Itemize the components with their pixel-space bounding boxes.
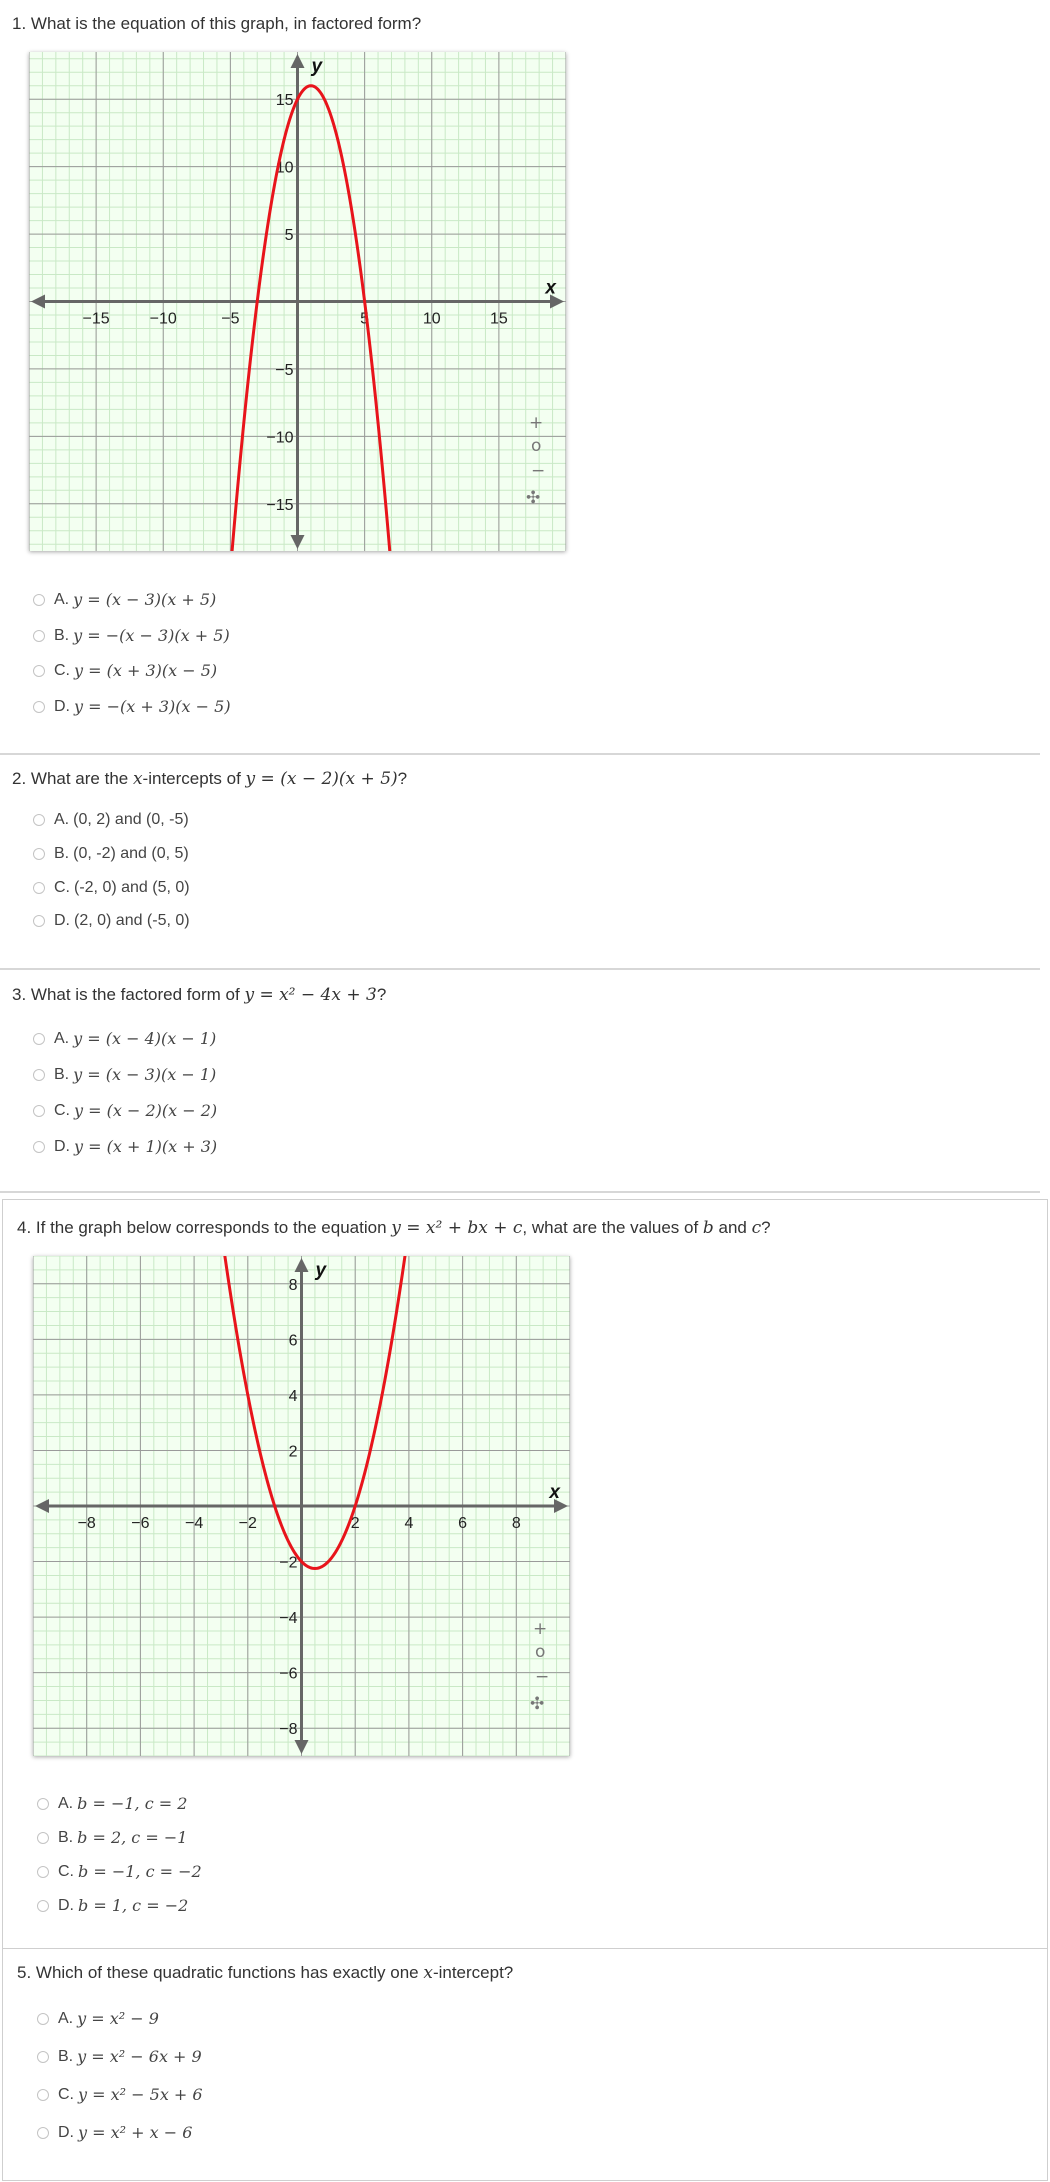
option-letter: C. [54,1101,70,1119]
option-text: (0, 2) and (0, -5) [73,811,189,828]
question-5-title: 5. Which of these quadratic functions has exactly one x-intercept? [17,1963,514,1983]
option-text: y = (x − 3)(x + 5) [73,590,217,609]
x-tick-label: 2 [350,1515,360,1532]
x-axis-arrow-left [35,1499,49,1513]
option-letter: B. [58,1828,74,1846]
q1-option-c[interactable] [33,661,217,680]
zoom-reset-icon[interactable]: o [535,1642,546,1662]
x-tick-label: 6 [458,1515,468,1532]
q4-option-a[interactable] [37,1794,187,1813]
graph-4-svg[interactable] [33,1256,570,1756]
y-tick-label: 15 [275,92,294,110]
option-letter: A. [58,2009,74,2027]
y-tick-label: −10 [266,429,294,447]
option-text: y = x² − 6x + 9 [77,2047,202,2066]
y-tick-label: −6 [279,1665,298,1683]
q4-option-c[interactable] [37,1862,202,1881]
option-letter: A. [58,1794,74,1812]
zoom-out-icon[interactable]: − [531,461,546,481]
y-axis-arrow-down [291,535,305,549]
y-axis-label: y [315,1260,327,1281]
option-letter: B. [54,845,70,862]
graph-question-1[interactable] [29,52,566,551]
option-text: y = x² + x − 6 [78,2123,193,2142]
x-tick-label: −6 [131,1515,150,1532]
x-tick-label: −5 [221,310,240,328]
y-tick-label: −8 [279,1721,298,1739]
graph-question-4[interactable] [33,1256,570,1756]
x-axis-arrow-left [31,295,45,309]
radio-button[interactable] [33,1105,45,1117]
option-text: y = (x + 3)(x − 5) [74,661,218,680]
x-tick-label: −4 [184,1515,204,1532]
q5-option-c[interactable] [37,2085,203,2104]
pan-icon[interactable]: ✣ [526,488,541,508]
y-tick-label: 4 [288,1387,298,1405]
y-axis-arrow-down [295,1740,309,1754]
option-letter: A. [54,811,70,828]
option-text: y = x² − 5x + 6 [78,2085,203,2104]
option-letter: D. [54,1137,70,1155]
radio-button[interactable] [33,882,45,894]
option-text: y = (x + 1)(x + 3) [74,1137,218,1156]
y-tick-label: 10 [275,159,294,177]
option-letter: D. [54,912,70,929]
option-letter: C. [54,879,70,896]
option-letter: B. [58,2047,74,2065]
radio-button[interactable] [37,1832,49,1844]
option-text: (-2, 0) and (5, 0) [74,879,190,896]
radio-button[interactable] [33,701,45,713]
x-tick-label: 4 [404,1515,414,1532]
y-tick-label: −5 [275,361,294,379]
option-letter: B. [54,626,70,644]
y-tick-label: 6 [288,1332,298,1350]
option-letter: D. [54,697,70,715]
question-divider [0,968,1040,970]
q5-option-b[interactable] [37,2047,202,2066]
q4-option-d[interactable] [37,1896,188,1915]
radio-button[interactable] [33,1033,45,1045]
x-tick-label: 10 [422,310,441,328]
q2-option-b[interactable] [33,845,189,863]
q2-option-d[interactable] [33,912,190,930]
q3-option-d[interactable] [33,1137,217,1156]
q2-option-c[interactable] [33,879,190,897]
q3-option-c[interactable] [33,1101,217,1120]
x-tick-label: −8 [77,1515,96,1532]
x-tick-label: −2 [238,1515,257,1532]
question-divider [0,1191,1040,1193]
q5-option-d[interactable] [37,2123,192,2142]
x-axis-label: x [549,1482,560,1503]
option-text: b = 2, c = −1 [77,1828,188,1847]
y-tick-label: 2 [288,1443,298,1461]
option-letter: B. [54,1065,70,1083]
q1-option-a[interactable] [33,590,216,609]
radio-button[interactable] [33,1069,45,1081]
question-1-title: 1. What is the equation of this graph, in factored form? [12,14,422,33]
radio-button[interactable] [37,2089,49,2101]
option-text: y = −(x − 3)(x + 5) [73,626,230,645]
y-tick-label: −15 [266,496,294,514]
radio-button[interactable] [33,848,45,860]
graph-1-svg[interactable] [29,52,566,551]
zoom-reset-icon[interactable]: o [531,436,542,456]
question-4-title: 4. If the graph below corresponds to the equation y = x² + bx + c, what are the values of b and c? [17,1218,771,1238]
radio-button[interactable] [33,594,45,606]
q1-option-d[interactable] [33,697,231,716]
zoom-in-icon[interactable]: + [533,1619,548,1639]
radio-button[interactable] [37,2051,49,2063]
x-axis-label: x [545,277,556,299]
q3-option-b[interactable] [33,1065,216,1084]
radio-button[interactable] [33,665,45,677]
option-letter: D. [58,2123,74,2141]
zoom-out-icon[interactable]: − [535,1667,550,1687]
radio-button[interactable] [33,630,45,642]
radio-button[interactable] [37,1866,49,1878]
question-3-title: 3. What is the factored form of y = x² − 4x + 3? [12,985,387,1005]
q2-option-a[interactable] [33,811,189,829]
question-divider [0,753,1040,755]
q4-option-b[interactable] [37,1828,187,1847]
y-tick-label: −2 [279,1554,298,1572]
option-text: b = −1, c = −2 [78,1862,202,1881]
option-letter: A. [54,1029,70,1047]
option-letter: D. [58,1896,74,1914]
radio-button[interactable] [37,1900,49,1912]
x-tick-label: −10 [149,310,177,328]
q5-option-a[interactable] [37,2009,159,2028]
radio-button[interactable] [37,2127,49,2139]
q3-option-a[interactable] [33,1029,216,1048]
x-tick-label: 8 [511,1515,521,1532]
pan-icon[interactable]: ✣ [530,1694,545,1714]
y-axis-label: y [311,56,323,77]
option-letter: C. [58,1862,74,1880]
x-tick-label: −15 [82,310,110,328]
y-axis-arrow-up [291,54,305,68]
radio-button[interactable] [37,1798,49,1810]
y-axis-arrow-up [295,1258,309,1272]
question-2-title: 2. What are the x-intercepts of y = (x − 2)(x + 5)? [12,769,408,789]
option-text: y = x² − 9 [77,2009,159,2028]
radio-button[interactable] [37,2013,49,2025]
option-text: b = 1, c = −2 [78,1896,189,1915]
q1-option-b[interactable] [33,626,230,645]
option-text: y = (x − 2)(x − 2) [74,1101,218,1120]
y-tick-label: −4 [279,1610,298,1628]
option-text: y = (x − 4)(x − 1) [73,1029,217,1048]
option-letter: A. [54,590,70,608]
radio-button[interactable] [33,915,45,927]
question-divider [2,1948,1047,1949]
y-tick-label: 8 [288,1276,298,1294]
option-text: y = −(x + 3)(x − 5) [74,697,231,716]
option-letter: C. [54,661,70,679]
x-tick-label: 15 [489,310,508,328]
option-text: y = (x − 3)(x − 1) [73,1065,217,1084]
option-text: b = −1, c = 2 [77,1794,188,1813]
y-tick-label: 5 [284,227,294,245]
option-text: (2, 0) and (-5, 0) [74,912,190,929]
option-text: (0, -2) and (0, 5) [73,845,189,862]
zoom-in-icon[interactable]: + [529,413,544,433]
radio-button[interactable] [33,1141,45,1153]
option-letter: C. [58,2085,74,2103]
x-tick-label: 5 [360,310,370,328]
radio-button[interactable] [33,814,45,826]
